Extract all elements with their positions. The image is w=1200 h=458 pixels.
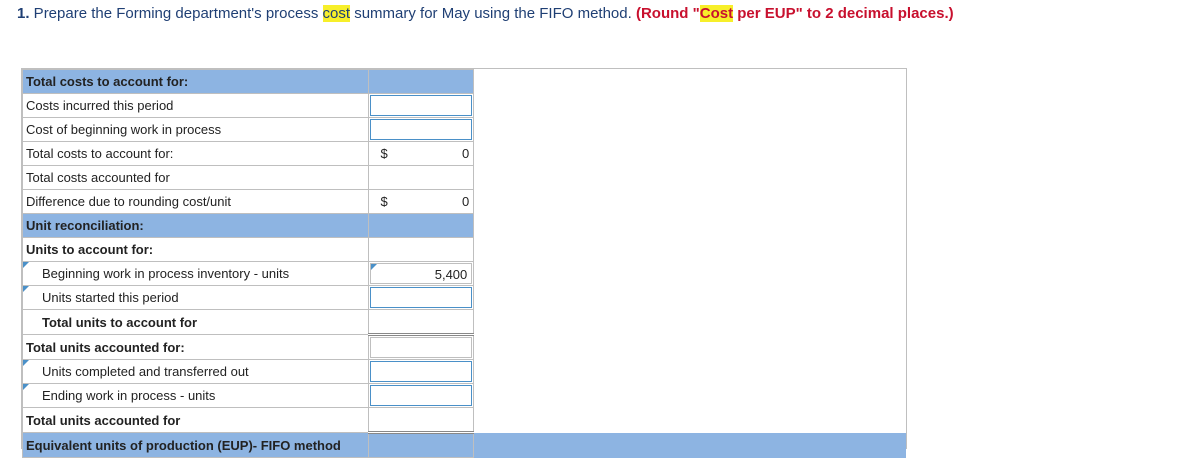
beginning-wip-units-field[interactable]	[370, 263, 473, 284]
cost-summary-panel	[21, 68, 907, 453]
rounding-instruction	[636, 5, 954, 22]
round-text-b: per EUP" to 2 decimal places.)	[733, 5, 954, 22]
total-units-accounted-cell	[368, 408, 474, 433]
question-number: 1.	[17, 5, 30, 22]
table-row	[23, 408, 906, 433]
table-row	[23, 70, 906, 94]
table-row	[23, 262, 906, 286]
row-label: Cost of beginning work in process	[23, 118, 369, 142]
row-label: Equivalent units of production (EUP)- FIFO method	[23, 433, 369, 458]
row-label: Unit reconciliation:	[23, 214, 369, 238]
units-completed-input[interactable]	[370, 361, 473, 382]
table-row	[23, 360, 906, 384]
costs-incurred-input[interactable]	[370, 95, 473, 116]
ending-wip-units-input[interactable]	[370, 385, 473, 406]
dollar-sign: $	[380, 146, 388, 161]
table-row	[23, 94, 906, 118]
table-row	[23, 142, 906, 166]
table-row	[23, 190, 906, 214]
table-row	[23, 286, 906, 310]
input-flag-icon	[23, 360, 29, 366]
input-flag-icon	[23, 286, 29, 292]
table-row	[23, 166, 906, 190]
highlight-cost: cost	[322, 5, 351, 22]
question-text-b: summary for May using the FIFO method.	[350, 5, 636, 22]
row-label: Beginning work in process inventory - units	[42, 266, 290, 281]
units-started-input[interactable]	[370, 287, 473, 308]
row-label: Total costs to account for:	[23, 70, 369, 94]
row-label: Costs incurred this period	[23, 94, 369, 118]
difference-value: 0	[462, 194, 470, 209]
input-flag-icon	[23, 262, 29, 268]
question-text	[17, 5, 1187, 23]
round-text-a: (Round "	[635, 5, 700, 22]
row-label: Total units accounted for:	[23, 335, 369, 360]
row-label: Total costs to account for:	[23, 142, 369, 166]
row-label: Units to account for:	[23, 238, 369, 262]
row-label: Difference due to rounding cost/unit	[23, 190, 369, 214]
cost-summary-table	[22, 69, 906, 458]
table-row	[23, 238, 906, 262]
row-label: Ending work in process - units	[42, 388, 216, 403]
table-row	[23, 310, 906, 335]
total-units-to-account-cell	[368, 310, 474, 335]
table-row	[23, 433, 906, 458]
row-label: Total units accounted for	[23, 408, 369, 433]
row-label: Total costs accounted for	[23, 166, 369, 190]
table-row	[23, 214, 906, 238]
row-label: Units started this period	[42, 290, 179, 305]
dollar-sign: $	[380, 194, 388, 209]
input-flag-icon	[23, 384, 29, 390]
total-costs-value: 0	[462, 146, 470, 161]
cost-beginning-wip-input[interactable]	[370, 119, 473, 140]
header-input[interactable]	[370, 337, 473, 358]
table-row	[23, 335, 906, 360]
row-label: Total units to account for	[23, 310, 369, 335]
table-row	[23, 118, 906, 142]
table-row	[23, 384, 906, 408]
row-label: Units completed and transferred out	[42, 364, 249, 379]
header-cell	[368, 70, 474, 94]
highlight-cost-2: Cost	[699, 5, 734, 22]
question-text-a: Prepare the Forming department's process	[29, 5, 323, 22]
beginning-wip-units-value: 5,400	[434, 267, 468, 282]
input-flag-icon	[371, 264, 377, 270]
